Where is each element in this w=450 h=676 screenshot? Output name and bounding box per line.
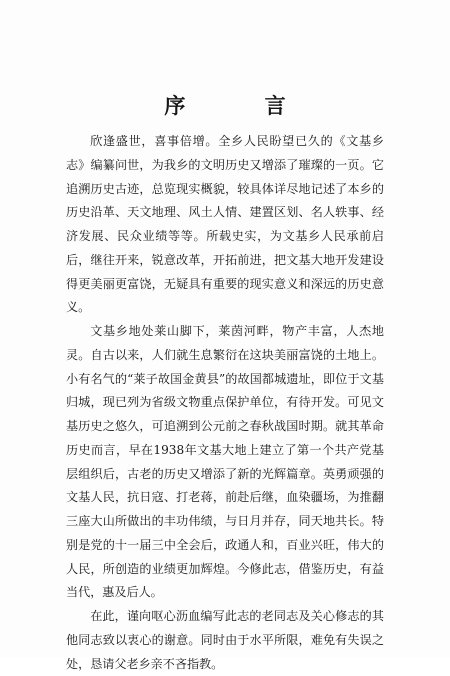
paragraph-1: 欣逢盛世，喜事倍增。全乡人民盼望已久的《文基乡志》编纂问世，为我乡的文明历史又增添了璀璨的一页。它追溯历史古迹，总览现实概貌，较具体详尽地记述了本乡的历史沿革、天文地理、风土人情、建置区划、名人轶事、经济发展、民众业绩等等。所载史实，为文基乡人民承前启后，继往开来，锐意改革，开拓前进，把文基大地开发建设得更美丽更富饶，无疑具有重要的现实意义和深远的历史意义。 [66,134,384,315]
preface-body [66,130,384,676]
paragraph-2: 文基乡地处莱山脚下，莱茵河畔，物产丰富，人杰地灵。自古以来，人们就生息繁衍在这块美丽富饶的土地上。小有名气的“莱子故国金黄县”的故国都城遗址，即位于文基归城，现已列为省级文物重点保护单位，有待开发。可见文基历史之悠久，可追溯到公元前之春秋战国时期。就其革命历史而言，早在1938年文基大地上建立了第一个共产党基层组织后，古老的历史又增添了新的光辉篇章。英勇顽强的文基人民，抗日寇、打老蒋，前赴后继，血染疆场，为推翻三座大山所做出的丰功伟绩，与日月并存，同天地共长。特别是党的十一届三中全会后，政通人和，百业兴旺，伟大的人民，所创造的业绩更加辉煌。今修此志，借鉴历史，有益当代，惠及后人。 [66,324,384,600]
paragraph-3: 在此，谨向呕心沥血编写此志的老同志及关心修志的其他同志致以衷心的谢意。同时由于水平所限，难免有失误之处，恳请父老乡亲不吝指教。 [66,609,384,671]
page-title: 序 言 [164,93,322,118]
